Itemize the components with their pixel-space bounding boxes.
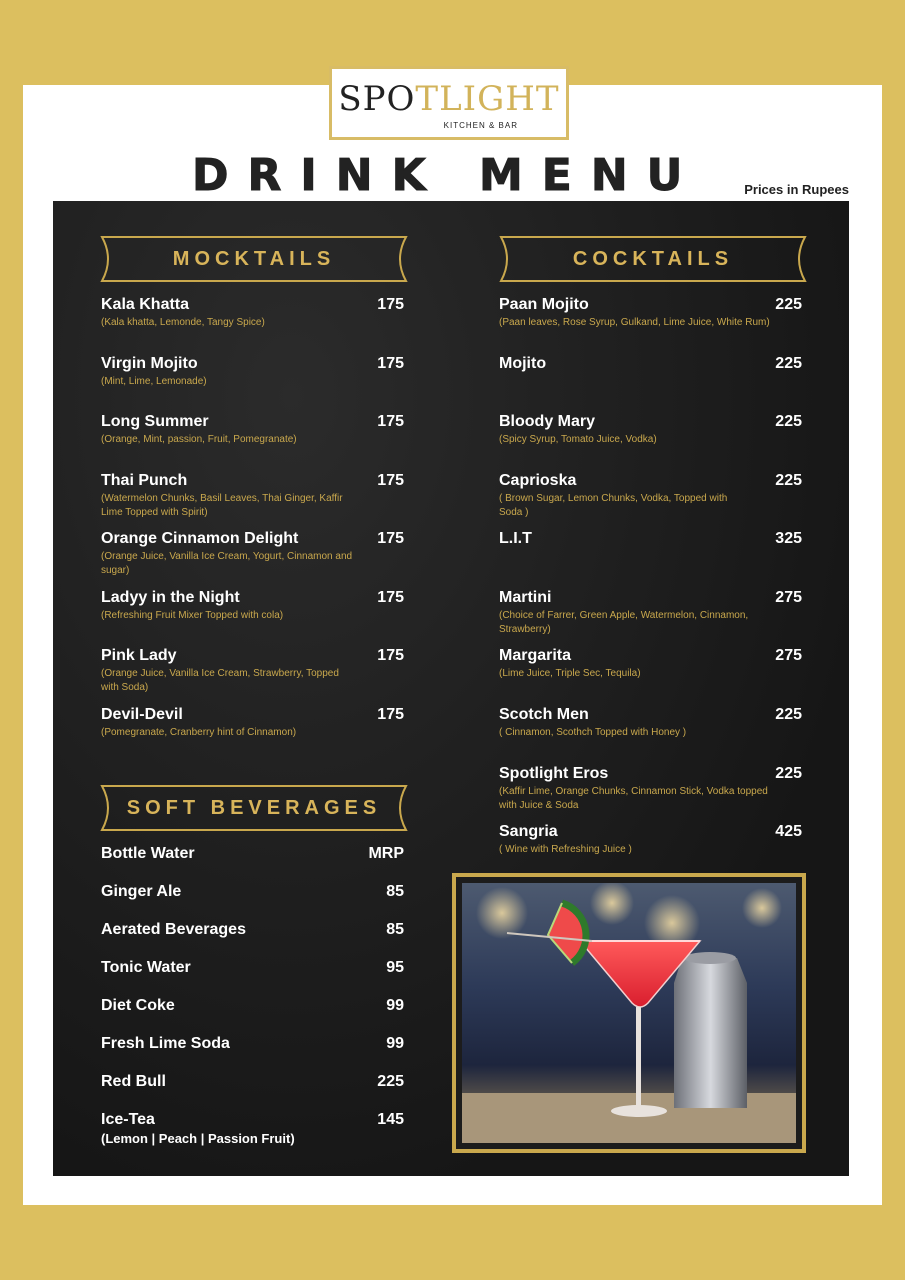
mocktails-heading: MOCKTAILS [172,248,336,270]
menu-item [499,822,802,857]
item-name: Paan Mojito [499,296,589,313]
item-desc: (Lime Juice, Triple Sec, Tequila) [499,668,641,679]
item-desc: (Refreshing Fruit Mixer Topped with cola) [101,610,284,621]
item-desc: (Paan leaves, Rose Syrup, Gulkand, Lime Juice, White Rum) [499,317,770,328]
item-name: Ginger Ale [101,883,182,900]
item-name: Aerated Beverages [101,921,246,938]
item-name: Long Summer [101,413,209,430]
menu-item [499,295,802,330]
item-price: 225 [377,1073,404,1090]
item-desc: ( Wine with Refreshing Juice ) [499,844,632,855]
item-price: 425 [775,823,802,840]
item-flavors: (Lemon | Peach | Passion Fruit) [101,1131,295,1146]
menu-item [101,958,404,978]
brand-logo [329,66,569,140]
item-price: 175 [377,355,404,372]
menu-item [101,471,404,520]
item-desc: (Kala khatta, Lemonde, Tangy Spice) [101,317,265,328]
menu-item [101,882,404,902]
item-name: Sangria [499,823,558,840]
item-name: Pink Lady [101,647,177,664]
item-price: 275 [775,647,802,664]
item-price: MRP [368,845,404,862]
menu-item [101,412,404,447]
item-desc: (Orange Juice, Vanilla Ice Cream, Yogurt, Cinnamon and sugar) [101,551,353,576]
menu-item [499,412,802,447]
menu-item [101,705,404,740]
menu-item [499,646,802,681]
menu-item [499,705,802,740]
menu-item [101,646,404,695]
item-name: Tonic Water [101,959,191,976]
item-desc: (Kaffir Lime, Orange Chunks, Cinnamon Stick, Vodka topped with Juice & Soda [499,786,768,811]
menu-item [101,354,404,389]
item-name: Scotch Men [499,706,589,723]
item-desc: ( Brown Sugar, Lemon Chunks, Vodka, Topped with Soda ) [499,493,728,518]
menu-item [499,764,802,813]
item-name: Orange Cinnamon Delight [101,530,299,547]
item-desc: (Mint, Lime, Lemonade) [101,376,207,387]
menu-item [499,471,802,520]
logo-wordmark: SPOTLIGHT [338,79,560,119]
item-price: 275 [775,589,802,606]
item-name: Fresh Lime Soda [101,1035,230,1052]
item-name: Kala Khatta [101,296,190,313]
cocktails-heading: COCKTAILS [572,248,734,270]
item-price: 175 [377,472,404,489]
item-price: 225 [775,472,802,489]
item-price: 99 [386,1035,404,1052]
menu-item [499,354,802,374]
soft-beverages-heading: SOFT BEVERAGES [126,797,382,819]
menu-item [499,588,802,637]
item-price: 175 [377,296,404,313]
item-name: Ladyy in the Night [101,589,240,606]
item-name: Virgin Mojito [101,355,198,372]
item-desc: (Spicy Syrup, Tomato Juice, Vodka) [499,434,657,445]
item-price: 145 [377,1111,404,1128]
soft-beverages-banner [100,785,408,831]
item-price: 225 [775,296,802,313]
item-name: Bottle Water [101,845,195,862]
item-price: 175 [377,530,404,547]
item-price: 225 [775,765,802,782]
item-price: 95 [386,959,404,976]
item-name: Spotlight Eros [499,765,609,782]
item-price: 175 [377,706,404,723]
item-name: Bloody Mary [499,413,596,430]
item-price: 175 [377,589,404,606]
item-price: 175 [377,647,404,664]
item-desc: (Choice of Farrer, Green Apple, Watermelon, Cinnamon, Strawberry) [499,610,749,635]
menu-item [101,844,404,864]
page-title: DRINK MENU [192,150,702,201]
martini-glass-icon [462,883,796,1143]
item-price: 99 [386,997,404,1014]
cocktail-photo [462,883,796,1143]
item-price: 225 [775,706,802,723]
item-price: 225 [775,355,802,372]
item-desc: (Pomegranate, Cranberry hint of Cinnamon) [101,727,297,738]
item-name: Caprioska [499,472,577,489]
menu-item [101,1034,404,1054]
menu-item [499,529,802,549]
item-desc: (Orange, Mint, passion, Fruit, Pomegranate) [101,434,297,445]
item-name: Mojito [499,355,547,372]
item-name: Thai Punch [101,472,188,489]
menu-item [101,996,404,1016]
mocktails-banner [100,236,408,282]
item-name: Diet Coke [101,997,175,1014]
cocktails-banner [499,236,807,282]
item-price: 85 [386,921,404,938]
item-name: Devil-Devil [101,706,183,723]
menu-item [101,1072,404,1092]
menu-item [101,529,404,578]
menu-item [101,920,404,940]
item-price: 325 [775,530,802,547]
item-price: 225 [775,413,802,430]
menu-item [101,295,404,330]
item-name: L.I.T [499,530,532,547]
item-desc: (Watermelon Chunks, Basil Leaves, Thai Ginger, Kaffir Lime Topped with Spirit) [101,493,343,518]
logo-tagline: KITCHEN & BAR [443,121,518,130]
item-name: Ice-Tea [101,1111,155,1128]
prices-note: Prices in Rupees [744,182,849,197]
item-desc: ( Cinnamon, Scothch Topped with Honey ) [499,727,687,738]
item-name: Martini [499,589,552,606]
item-price: 85 [386,883,404,900]
cocktail-photo-frame [452,873,806,1153]
item-price: 175 [377,413,404,430]
menu-item [101,588,404,623]
item-name: Red Bull [101,1073,166,1090]
menu-item [101,1110,404,1148]
item-desc: (Orange Juice, Vanilla Ice Cream, Strawberry, Topped with Soda) [101,668,339,693]
item-name: Margarita [499,647,572,664]
